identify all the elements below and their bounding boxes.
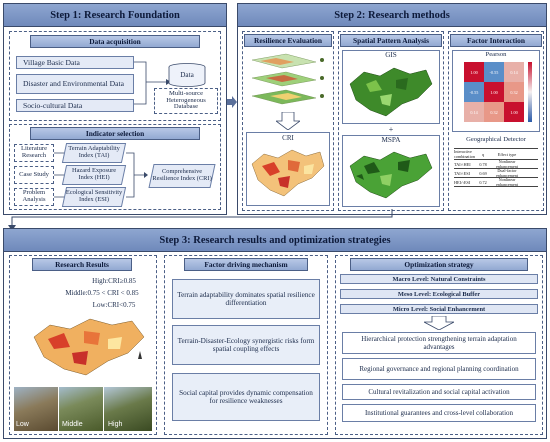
method-problem: Problem Analysis [14, 188, 54, 206]
mechanism-header: Factor driving mechanism [184, 258, 308, 271]
database-label: Data [180, 71, 194, 79]
photo-label-low: Low [16, 421, 29, 428]
data-acquisition-header: Data acquisition [30, 35, 200, 48]
arrow-step1-step2 [227, 96, 237, 108]
index-hei: Hazard Exposure Index (HEI) [62, 165, 126, 185]
data-item-disaster-text: Disaster and Environmental Data [23, 79, 125, 89]
detector-table [454, 148, 538, 187]
strategy-arrow [424, 316, 454, 330]
index-esi: Ecological Sensitivity Index (ESI) [62, 187, 126, 207]
step2-title: Step 2: Research methods [238, 4, 546, 27]
photo-label-high: High [108, 421, 123, 428]
step1-panel [3, 3, 227, 215]
index-cri: Comprehensive Resilience Index (CRI) [148, 164, 215, 188]
heatmap-cell: 1.00 [484, 82, 504, 102]
table-cell: 0.69 [479, 170, 487, 176]
resilience-header: Resilience Evaluation [244, 34, 332, 47]
resilience-arrow [276, 112, 300, 130]
table-cell: TAI∩ESI [454, 170, 470, 176]
cri-label: CRI [282, 134, 294, 142]
method-literature: Literature Research [14, 144, 54, 162]
heatmap-cell: 0.14 [464, 102, 484, 122]
step3-panel [3, 228, 547, 439]
detector-label: Geographical Detector [466, 136, 526, 143]
gis-map-image [346, 62, 436, 122]
heatmap-cell: -0.55 [484, 62, 504, 82]
table-cell: Dual-factor enhancement [495, 168, 519, 178]
table-row [454, 159, 538, 168]
strategy-item: Regional governance and regional planning coordination [342, 358, 536, 380]
heatmap-cell: 0.14 [504, 62, 524, 82]
mspa-label: MSPA [381, 136, 401, 144]
heatmap-cell: 1.00 [504, 102, 524, 122]
table-row [454, 177, 538, 187]
heatmap-cell: 0.32 [504, 82, 524, 102]
cri-map-image [248, 144, 328, 202]
heatmap-cell: -0.55 [464, 82, 484, 102]
table-cell: HEI∩ESI [454, 179, 471, 185]
table-header-row [454, 148, 538, 159]
strategy-item: Institutional guarantees and cross-level collaboration [342, 404, 536, 422]
table-cell: Nonlinear enhancement [495, 177, 519, 187]
factor-header: Factor Interaction [450, 34, 542, 47]
mechanism-item: Social capital provides dynamic compensation for resilience weaknesses [172, 373, 320, 421]
level-meso: Meso Level: Ecological Buffer [340, 289, 538, 299]
step1-title: Step 1: Research Foundation [4, 4, 226, 27]
table-head-cell: Interactive combination [454, 149, 475, 159]
indicator-connectors [52, 142, 148, 208]
index-tai: Terrain Adaptability Index (TAI) [62, 143, 126, 163]
table-row [454, 168, 538, 177]
mechanism-item: Terrain adaptability dominates spatial resilience differentiation [172, 279, 320, 319]
results-header: Research Results [32, 258, 132, 271]
data-item-village: Village Basic Data [16, 56, 134, 69]
level-micro: Micro Level: Social Enhancement [340, 304, 538, 314]
table-cell: 0.78 [479, 161, 487, 167]
step3-title: Step 3: Research results and optimization strategies [4, 229, 546, 252]
data-item-socio: Socio-cultural Data [16, 99, 134, 112]
heatmap-cell: 0.32 [484, 102, 504, 122]
heatmap-colorbar [528, 62, 532, 122]
results-map-image [28, 311, 152, 383]
gis-label: GIS [385, 51, 397, 59]
photo-label-middle: Middle [62, 421, 83, 428]
database-caption: Multi-source Heterogeneous Database [154, 88, 218, 114]
indicator-selection-header: Indicator selection [30, 127, 200, 140]
layered-maps-image [246, 50, 330, 110]
strategy-item: Hierarchical protection strengthening terrain adaptation advantages [342, 332, 536, 354]
table-cell: TAI∩HEI [454, 161, 471, 167]
optimization-header: Optimization strategy [350, 258, 528, 271]
legend-middle: Middle:0.75 < CRI < 0.85 [65, 289, 139, 297]
plus-sign: + [388, 125, 394, 134]
data-item-disaster [16, 74, 134, 94]
method-case-study: Case Study [14, 166, 54, 184]
table-head-cell: Effect type [497, 151, 517, 157]
pearson-label: Pearson [485, 51, 507, 58]
table-head-cell: q [481, 151, 485, 157]
mspa-map-image [346, 146, 436, 204]
strategy-item: Cultural revitalization and social capital activation [342, 384, 536, 400]
table-cell: 0.72 [479, 179, 487, 185]
legend-low: Low:CRI<0.75 [92, 301, 136, 309]
spatial-header: Spatial Pattern Analysis [340, 34, 442, 47]
pearson-heatmap [464, 62, 524, 122]
legend-high: High:CRI≥0.85 [92, 277, 136, 285]
mechanism-item: Terrain-Disaster-Ecology synergistic risks form spatial coupling effects [172, 325, 320, 365]
level-macro: Macro Level: Natural Constraints [340, 274, 538, 284]
step2-panel [237, 3, 547, 215]
heatmap-cell: 1.00 [464, 62, 484, 82]
table-cell: Nonlinear enhancement [495, 159, 519, 169]
